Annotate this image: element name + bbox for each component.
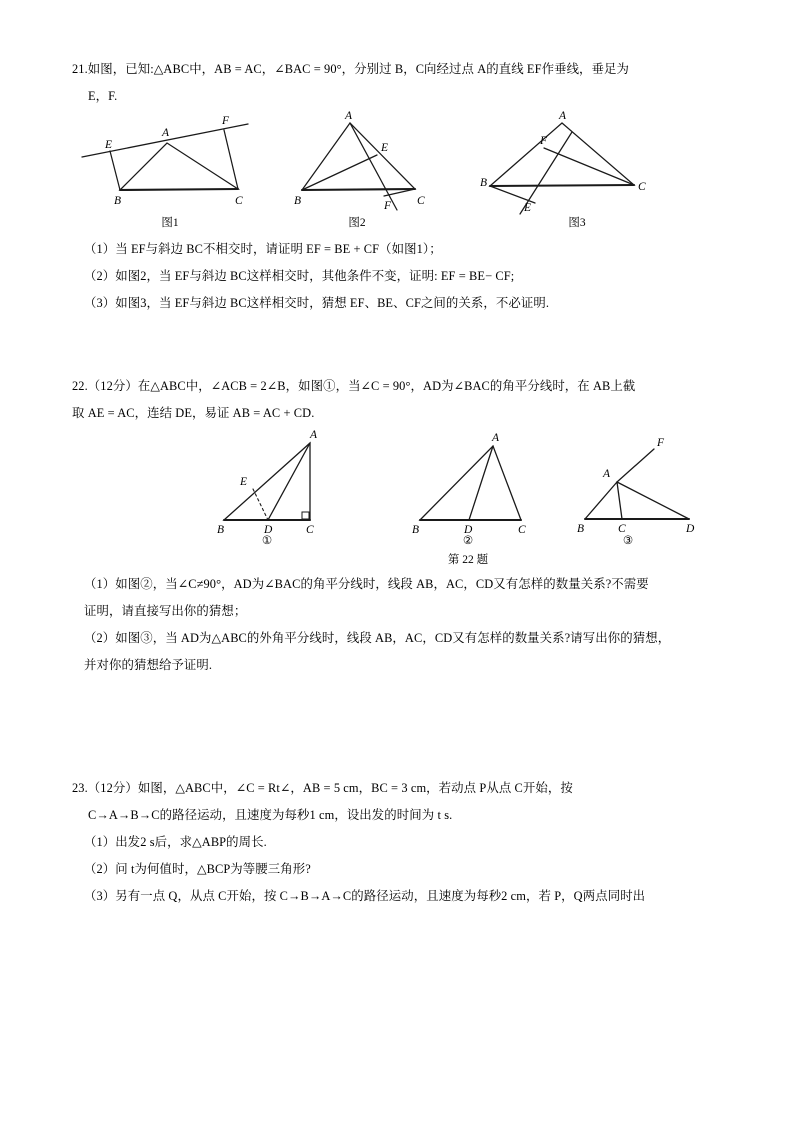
q23-part-1: （1）出发2 s后，求△ABP的周长.: [84, 835, 267, 849]
q23-stem-line-1: 23.（12分）如图，△ABC中，∠C = Rt∠，AB = 5 cm，BC = 3 cm，若动点 P从点 C开始，按: [72, 781, 573, 795]
q23-stem-line-2: C→A→B→C的路径运动，且速度为每秒1 cm，设出发的时间为 t s.: [88, 808, 453, 822]
q21-stem-line-1: 21.如图，已知:△ABC中，AB = AC，∠BAC = 90°，分别过 B，C向经过点 A的直线 EF作垂线，垂足为: [72, 62, 630, 76]
q22f1-label-D: D: [264, 524, 273, 536]
question-21: [72, 56, 732, 317]
gap-q22-q23: [72, 679, 732, 775]
q22f3-label-F: F: [657, 437, 665, 449]
question-22: [72, 373, 732, 679]
q22f3-label-B: B: [577, 523, 585, 535]
q23-part-3: （3）另有一点 Q，从点 C开始，按 C→B→A→C的路径运动，且速度为每秒2 cm，若 P，Q两点同时出: [84, 889, 646, 903]
q22-captions: [72, 535, 732, 571]
q22f3-label-D: D: [686, 523, 695, 535]
q21f1-label-A: A: [162, 127, 170, 139]
q22f1-label-C: C: [306, 524, 314, 536]
q21-part-3: （3）如图3，当 EF与斜边 BC这样相交时，猜想 EF、BE、CF之间的关系，不必证明.: [84, 296, 550, 310]
q22-figure-row: [72, 427, 732, 571]
q22f2-label-A: A: [492, 432, 500, 444]
q21f1-label-E: E: [105, 139, 113, 151]
q21f3-label-F: F: [540, 135, 548, 147]
q23-part-2: （2）问 t为何值时，△BCP为等腰三角形?: [84, 862, 311, 876]
q22-part-2-line-2: 并对你的猜想给予证明.: [84, 658, 213, 672]
q22-stem-line-2: 取 AE = AC，连结 DE，易证 AB = AC + CD.: [72, 406, 315, 420]
top-margin-spacer: [72, 0, 732, 56]
q22-figure-1-caption: ①: [261, 535, 273, 547]
q21f2-label-F: F: [384, 200, 392, 212]
q21-figure-row: [72, 110, 732, 236]
page-content: [72, 0, 732, 910]
q21-stem-line-2: E，F.: [88, 89, 118, 103]
q22-figures-svg: [72, 427, 732, 539]
q22-figure-2: [420, 446, 521, 520]
question-23: [72, 775, 732, 910]
q22-stem-line-1: 22.（12分）在△ABC中，∠ACB = 2∠B，如图①，当∠C = 90°，AD为∠BAC的角平分线时，在 AB上截: [72, 379, 636, 393]
q21f3-label-E: E: [524, 202, 532, 214]
q22f2-label-C: C: [518, 524, 526, 536]
q22f3-label-C: C: [618, 523, 626, 535]
q21f1-label-B: B: [114, 195, 122, 207]
q21-figure-1-caption: 图1: [161, 217, 179, 229]
q21-captions: [72, 218, 732, 236]
q21f2-label-E: E: [381, 142, 389, 154]
q21f1-label-F: F: [222, 115, 230, 127]
q21f3-label-A: A: [559, 110, 567, 122]
q22-part-1-line-1: （1）如图②，当∠C≠90°，AD为∠BAC的角平分线时，线段 AB，AC，CD又有怎样的数量关系?不需要: [84, 577, 649, 591]
q21-figures-svg: [72, 110, 732, 218]
q21f3-label-B: B: [480, 177, 488, 189]
q21-figure-3-caption: 图3: [568, 217, 586, 229]
q22f1-label-B: B: [217, 524, 225, 536]
q21f1-label-C: C: [235, 195, 243, 207]
q22f3-label-A: A: [603, 468, 611, 480]
q21-part-2: （2）如图2，当 EF与斜边 BC这样相交时，其他条件不变，证明: EF = BE− CF;: [84, 269, 515, 283]
q21f2-label-A: A: [345, 110, 353, 122]
q21-part-1: （1）当 EF与斜边 BC不相交时，请证明 EF = BE + CF（如图1）；: [84, 242, 442, 256]
q22f1-label-E: E: [240, 476, 248, 488]
q22-part-2-line-1: （2）如图③，当 AD为△ABC的外角平分线时，线段 AB，AC，CD又有怎样的数量关系?请写出你的猜想，: [84, 631, 671, 645]
q22f2-label-D: D: [464, 524, 473, 536]
q22f1-label-A: A: [310, 429, 318, 441]
q22-figure-1: [224, 443, 310, 520]
q22-figure-3-caption: ③: [622, 535, 634, 547]
q21-figure-3: [490, 123, 634, 214]
q22f2-label-B: B: [412, 524, 420, 536]
q21f2-label-C: C: [417, 195, 425, 207]
q22-figure-2-caption: ②: [462, 535, 474, 547]
q22-figure-3: [585, 449, 689, 519]
q21f2-label-B: B: [294, 195, 302, 207]
gap-q21-q22: [72, 317, 732, 373]
q22-part-1-line-2: 证明，请直接写出你的猜想；: [84, 604, 247, 618]
q21f3-label-C: C: [638, 181, 646, 193]
q21-figure-2: [302, 123, 415, 210]
q21-figure-2-caption: 图2: [348, 217, 366, 229]
q22-group-caption: 第 22 题: [447, 554, 489, 566]
